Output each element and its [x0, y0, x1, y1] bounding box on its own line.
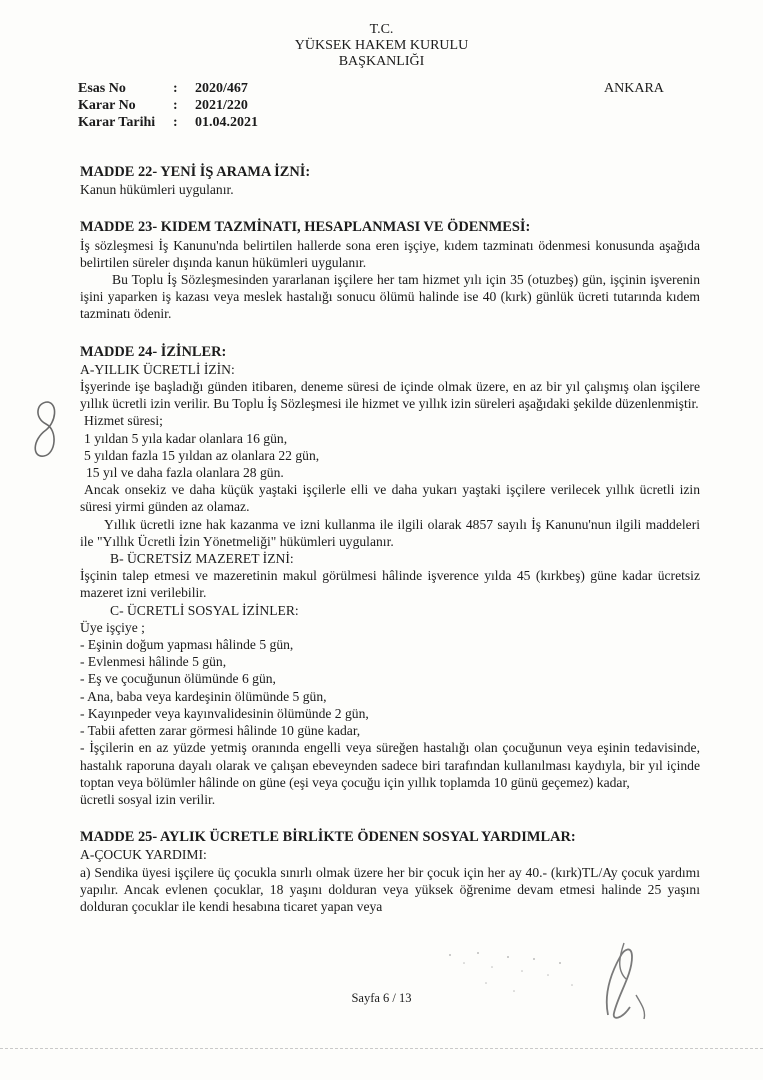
meta-value: 2020/467	[195, 81, 248, 96]
madde-24-hizmet: Hizmet süresi;	[84, 413, 163, 429]
madde-23-p1: İş sözleşmesi İş Kanunu'nda belirtilen hallerde sona eren işçiye, kıdem tazminatı ödenmesi konusunda aşağıda belirtilen süreler dışında kanun hükümleri uygulanır.	[80, 237, 700, 270]
list-item: 15 yıl ve daha fazla olanlara 28 gün.	[86, 465, 284, 481]
madde-24-b-title: B- ÜCRETSİZ MAZERET İZNİ:	[110, 551, 294, 567]
list-item: - Eşinin doğum yapması hâlinde 5 gün,	[80, 637, 294, 653]
madde-22-title: MADDE 22- YENİ İŞ ARAMA İZNİ:	[80, 164, 311, 180]
madde-25-a-p1: a) Sendika üyesi işçilere üç çocukla sınırlı olmak üzere her bir çocuk için her ay 40.- (kırk)TL/Ay çocuk yardımı yapılır. Ancak evlenen çocuklar, 18 yaşını dolduran veya yüksek öğrenime devam etmesi halinde 25 yaşını dolduran çocuklar ile kendi hesabına ticaret yapan veya	[80, 864, 700, 914]
madde-24-title: MADDE 24- İZİNLER:	[80, 343, 227, 360]
header-institution: YÜKSEK HAKEM KURULU	[294, 38, 469, 53]
meta-sep: :	[173, 115, 178, 130]
meta-value: 01.04.2021	[195, 115, 258, 130]
meta-sep: :	[173, 81, 178, 96]
madde-24-a-title: A-YILLIK ÜCRETLİ İZİN:	[80, 361, 235, 377]
header-tc: T.C.	[369, 22, 394, 37]
meta-label: Esas No	[78, 81, 126, 96]
header-department: BAŞKANLIĞI	[338, 54, 425, 69]
meta-row-esas	[78, 80, 258, 97]
madde-24-c-last: - İşçilerin en az yüzde yetmiş oranında engelli veya süreğen hastalığı olan çocuğunun veya eşinin tedavisinde, hastalık raporuna dayalı olarak ve çalışan ebeveynden sadece biri tarafından kullanılması kaydıyla, bir yıl içinde toptan veya bölümler hâlinde on güne (eşi veya çocuğu için yıllık toplamda 10 günü geçemez) kadar,	[80, 740, 700, 790]
madde-24-c-intro: Üye işçiye ;	[80, 619, 145, 635]
meta-sep: :	[173, 98, 178, 113]
list-item: - Kayınpeder veya kayınvalidesinin ölümünde 2 gün,	[80, 705, 369, 721]
meta-value: 2021/220	[195, 98, 248, 113]
madde-24-a-p1: İşyerinde işe başladığı günden itibaren, deneme süresi de içinde olmak üzere, en az bir yıl çalışmış olan işçilere yıllık ücretli izin verilir. Bu Toplu İş Sözleşmesi ile hizmet ve yıllık izin süreleri aşağıdaki şekilde düzenlenmiştir.	[80, 379, 700, 412]
list-item: - Ana, baba veya kardeşinin ölümünde 5 gün,	[80, 688, 327, 704]
meta-row-tarih	[78, 114, 258, 131]
list-item: - Eş ve çocuğunun ölümünde 6 gün,	[80, 671, 276, 687]
madde-22-text: Kanun hükümleri uygulanır.	[80, 182, 234, 198]
madde-25-a-title: A-ÇOCUK YARDIMI:	[80, 847, 207, 863]
meta-label: Karar Tarihi	[78, 115, 156, 130]
meta-label: Karar No	[78, 98, 136, 113]
madde-24-b-p1: İşçinin talep etmesi ve mazeretinin makul görülmesi hâlinde işverence yılda 45 (kırkbeş) güne kadar ücretsiz mazeret izni verilebilir.	[80, 568, 700, 601]
list-item: 1 yıldan 5 yıla kadar olanlara 16 gün,	[84, 430, 288, 446]
list-item: 5 yıldan fazla 15 yıldan az olanlara 22 gün,	[84, 447, 320, 463]
handwritten-signature-icon	[580, 935, 660, 1030]
madde-23-p2: Bu Toplu İş Sözleşmesinden yararlanan işçilere her tam hizmet yılı için 35 (otuzbeş) gün, işçinin işverenin işini yaparken iş kazası veya meslek hastalığı sonucu ölümü halinde ise 40 (kırk) günlük ücreti tutarında kıdem tazminatı ödenir.	[80, 272, 700, 322]
madde-25-title: MADDE 25- AYLIK ÜCRETLE BİRLİKTE ÖDENEN SOSYAL YARDIMLAR:	[80, 829, 576, 846]
handwritten-8-mark-icon	[26, 396, 66, 471]
case-meta	[78, 80, 258, 131]
list-item: - Evlenmesi hâlinde 5 gün,	[80, 654, 227, 670]
city: ANKARA	[604, 81, 664, 96]
meta-row-karar	[78, 97, 258, 114]
madde-24-c-title: C- ÜCRETLİ SOSYAL İZİNLER:	[110, 602, 299, 618]
madde-23-title: MADDE 23- KIDEM TAZMİNATI, HESAPLANMASI VE ÖDENMESİ:	[80, 219, 531, 236]
page-number: Sayfa 6 / 13	[351, 991, 412, 1005]
madde-24-a-p2: Ancak onsekiz ve daha küçük yaştaki işçilerle elli ve daha yukarı yaştaki işçilere verilecek yıllık ücretli izin süresi yirmi günden az olamaz.	[80, 482, 700, 515]
bottom-rule	[0, 1048, 763, 1049]
madde-24-a-p3: Yıllık ücretli izne hak kazanma ve izni kullanma ile ilgili olarak 4857 sayılı İş Kanunu'nun ilgili maddeleri ile "Yıllık Ücretli İzin Yönetmeliği" hükümleri uygulanır.	[80, 516, 700, 549]
list-item: - Tabii afetten zarar görmesi hâlinde 10 güne kadar,	[80, 723, 361, 739]
madde-24-c-end: ücretli sosyal izin verilir.	[80, 791, 216, 807]
document-body	[80, 164, 700, 915]
stamp-speckle	[430, 945, 590, 1005]
